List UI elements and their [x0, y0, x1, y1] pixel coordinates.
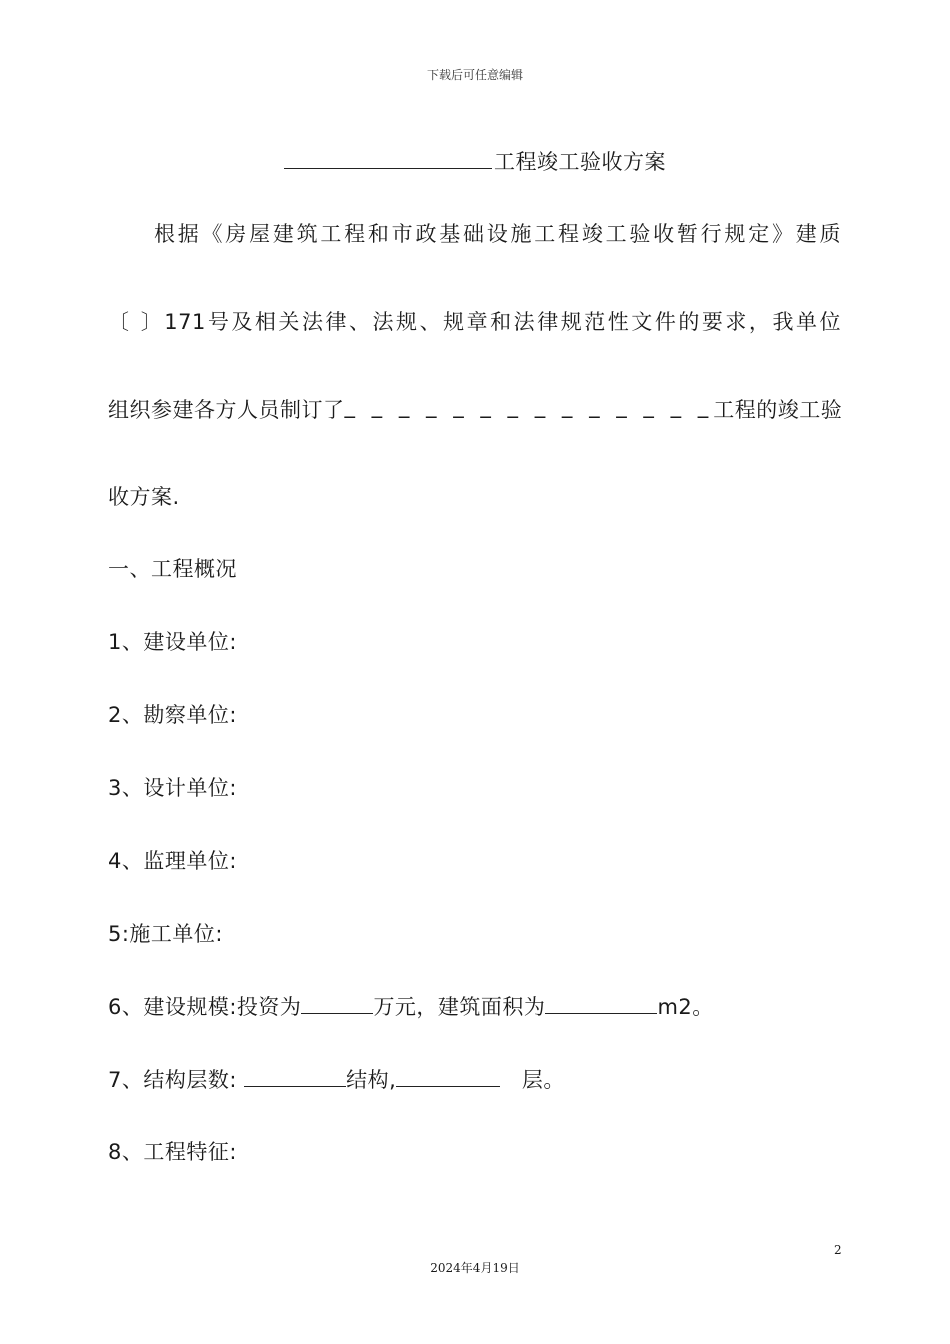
scale-unit: m2。 [657, 995, 714, 1019]
investment-blank[interactable] [301, 993, 373, 1014]
item-construction-scale [108, 991, 714, 1021]
structure-prefix: 7、结构层数: [108, 1068, 237, 1092]
title-blank[interactable] [284, 148, 492, 169]
floor-count-blank[interactable] [396, 1066, 500, 1087]
item-survey-unit: 2、勘察单位: [108, 703, 237, 727]
structure-mid: 结构, [346, 1068, 397, 1092]
intro-line-2: 〔 〕171号及相关法律、法规、规章和法律规范性文件的要求，我单位 [108, 310, 841, 334]
item-project-features: 8、工程特征: [108, 1140, 237, 1164]
intro-line-1: 根据《房屋建筑工程和市政基础设施工程竣工验收暂行规定》建质 [154, 222, 841, 246]
scale-mid: 万元，建筑面积为 [373, 995, 546, 1019]
header-note: 下载后可任意编辑 [426, 68, 523, 82]
intro-line-3 [108, 394, 841, 424]
item-construction-unit: 1、建设单位: [108, 630, 237, 654]
item-supervision-unit: 4、监理单位: [108, 849, 237, 873]
item-structure-floors [108, 1064, 565, 1094]
footer-date: 2024年4月19日 [430, 1261, 520, 1275]
structure-type-blank[interactable] [244, 1066, 346, 1087]
project-name-blank[interactable]: _ _ _ _ _ _ _ _ _ _ _ _ _ _ [344, 394, 714, 418]
intro-line-3-suffix: 工程的竣工验 [713, 398, 843, 422]
structure-suffix: 层。 [521, 1068, 565, 1092]
area-blank[interactable] [545, 993, 657, 1014]
page-number: 2 [834, 1243, 842, 1257]
section-heading-overview: 一、工程概况 [108, 557, 237, 581]
title-text: 工程竣工验收方案 [494, 150, 666, 174]
item-design-unit: 3、设计单位: [108, 776, 237, 800]
intro-line-4: 收方案. [108, 485, 180, 509]
scale-prefix: 6、建设规模:投资为 [108, 995, 302, 1019]
item-contractor-unit: 5:施工单位: [108, 922, 224, 946]
intro-line-3-prefix: 组织参建各方人员制订了 [108, 398, 345, 422]
document-title [0, 146, 950, 176]
